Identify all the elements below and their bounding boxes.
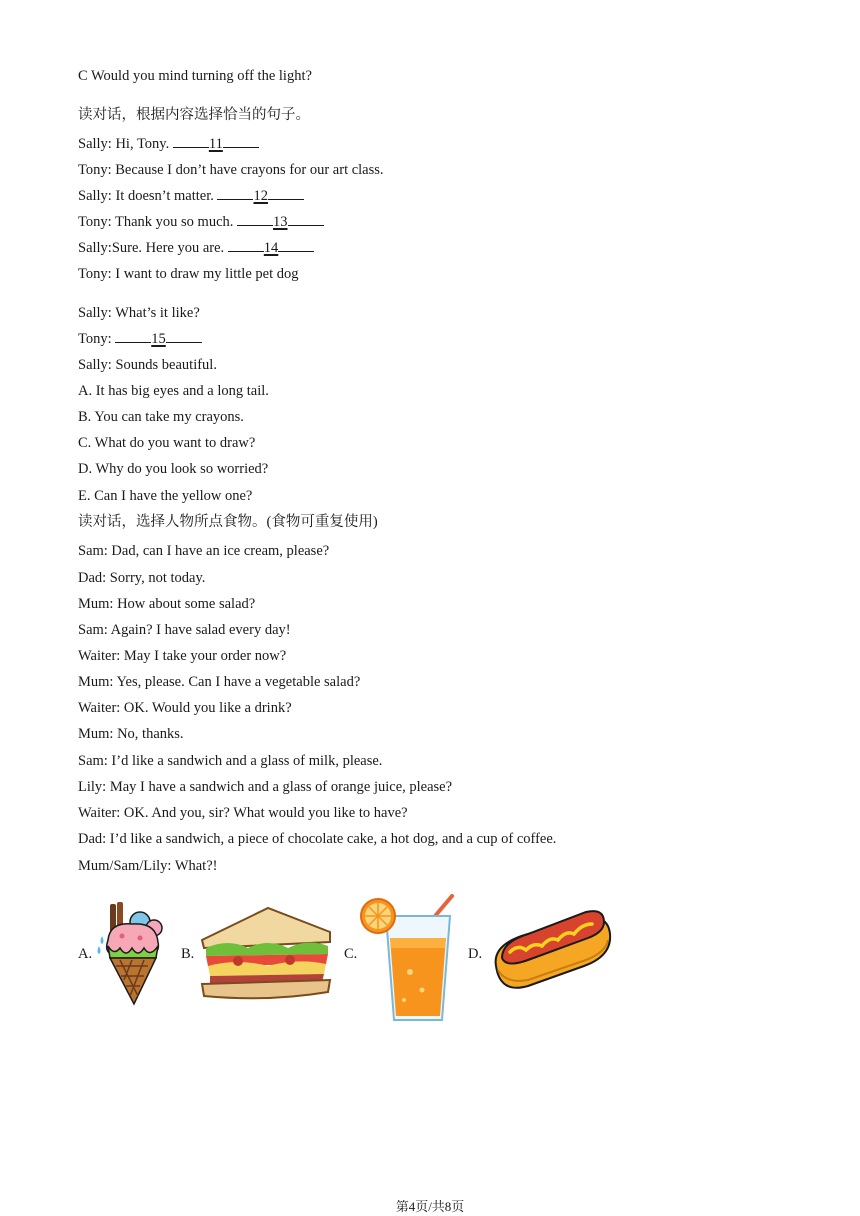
dialogue-line: Waiter: May I take your order now? xyxy=(78,648,287,664)
dialogue-line: Mum: Yes, please. Can I have a vegetable salad? xyxy=(78,674,361,690)
dialogue-line: Tony: Because I don’t have crayons for our art class. xyxy=(78,162,384,178)
dialogue-line: Dad: I’d like a sandwich, a piece of chocolate cake, a hot dog, and a cup of coffee. xyxy=(78,831,557,847)
dialogue-line: Tony: I want to draw my little pet dog xyxy=(78,266,299,282)
previous-option-c: C Would you mind turning off the light? xyxy=(78,68,312,84)
section2-instruction: 读对话，选择人物所点食物。(食物可重复使用) xyxy=(78,514,378,530)
dialogue-line: Lily: May I have a sandwich and a glass of orange juice, please? xyxy=(78,779,453,795)
sandwich-icon xyxy=(198,904,334,1004)
picture-label-d: D. xyxy=(468,946,483,962)
dialogue-line: Sam: Dad, can I have an ice cream, please? xyxy=(78,543,330,559)
dialogue-line: Waiter: OK. And you, sir? What would you like to have? xyxy=(78,805,408,821)
page-number: 第4页/共8页 xyxy=(395,1199,465,1214)
answer-blank: 11 xyxy=(173,135,259,153)
dialogue-line: Sally:Sure. Here you are. 14 xyxy=(78,239,314,257)
answer-blank: 14 xyxy=(228,239,315,257)
option-b: B. You can take my crayons. xyxy=(78,409,244,425)
option-e: E. Can I have the yellow one? xyxy=(78,488,253,504)
option-d: D. Why do you look so worried? xyxy=(78,461,269,477)
hot-dog-icon xyxy=(488,904,614,1000)
dialogue-line: Sally: It doesn’t matter. 12 xyxy=(78,187,304,205)
dialogue-line: Mum/Sam/Lily: What?! xyxy=(78,858,218,874)
dialogue-line: Sam: I’d like a sandwich and a glass of milk, please. xyxy=(78,753,383,769)
picture-label-a: A. xyxy=(78,946,93,962)
dialogue-line: Sally: Sounds beautiful. xyxy=(78,357,217,373)
picture-label-b: B. xyxy=(181,946,195,962)
section1-instruction: 读对话，根据内容选择恰当的句子。 xyxy=(78,107,310,123)
dialogue-line: Waiter: OK. Would you like a drink? xyxy=(78,700,292,716)
orange-juice-icon xyxy=(360,892,460,1024)
dialogue-line: Mum: No, thanks. xyxy=(78,726,184,742)
dialogue-line: Sam: Again? I have salad every day! xyxy=(78,622,291,638)
answer-blank: 13 xyxy=(237,213,324,231)
dialogue-line: Tony: 15 xyxy=(78,330,202,348)
answer-blank: 15 xyxy=(115,330,202,348)
dialogue-line: Sally: Hi, Tony. 11 xyxy=(78,135,259,153)
picture-label-c: C. xyxy=(344,946,358,962)
answer-blank: 12 xyxy=(217,187,304,205)
ice-cream-icon xyxy=(96,900,168,1006)
dialogue-line: Sally: What’s it like? xyxy=(78,305,200,321)
option-c: C. What do you want to draw? xyxy=(78,435,256,451)
dialogue-line: Mum: How about some salad? xyxy=(78,596,256,612)
dialogue-line: Tony: Thank you so much. 13 xyxy=(78,213,324,231)
option-a: A. It has big eyes and a long tail. xyxy=(78,383,269,399)
dialogue-line: Dad: Sorry, not today. xyxy=(78,570,206,586)
